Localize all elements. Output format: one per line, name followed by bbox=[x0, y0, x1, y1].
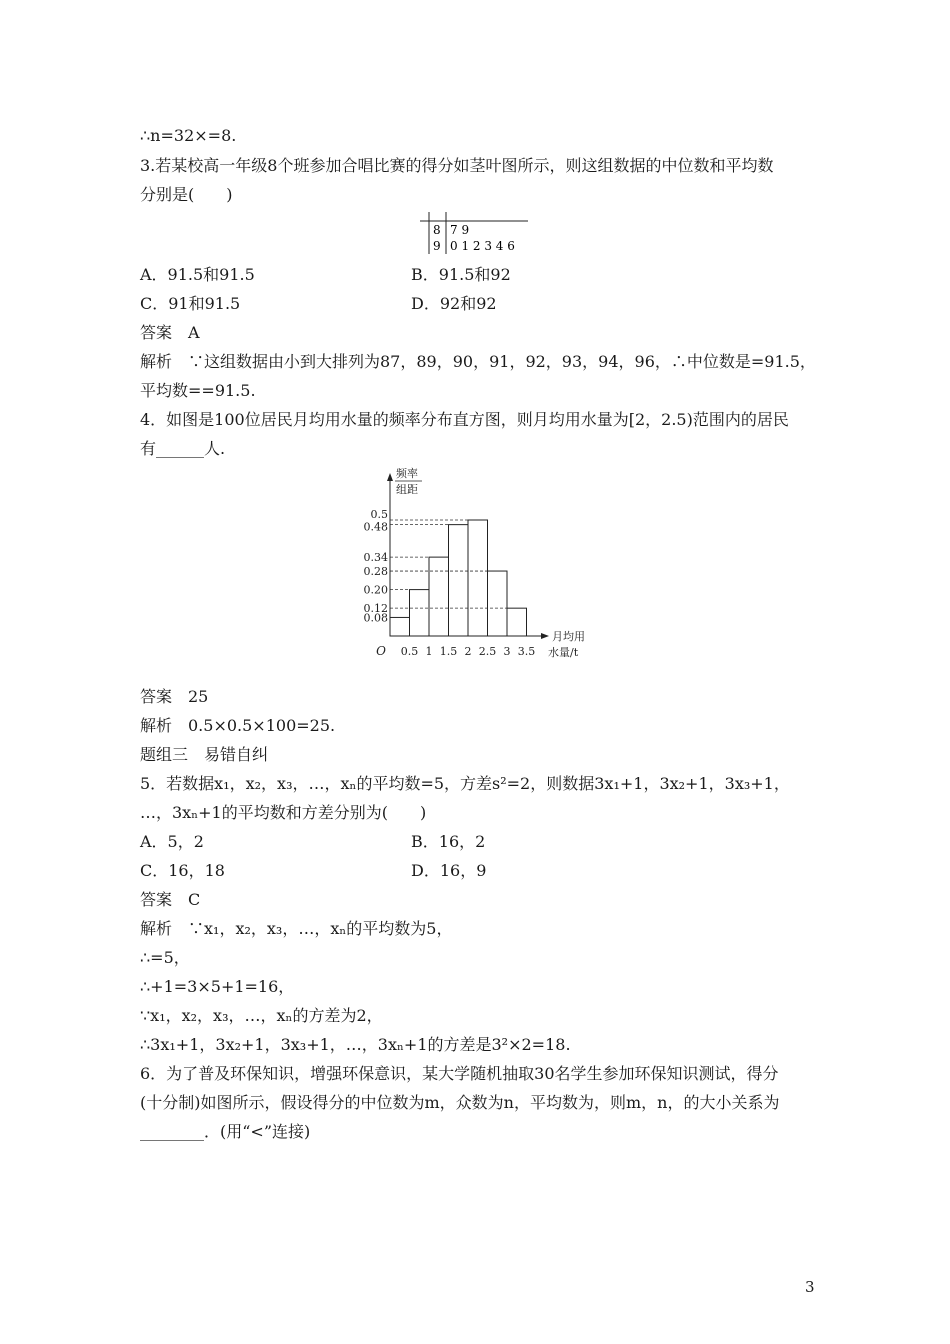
analysis-4: 解析 0.5×0.5×100=25. bbox=[140, 716, 336, 735]
answer-5: 答案 C bbox=[140, 890, 201, 909]
origin-label: O bbox=[376, 644, 386, 658]
y-tick-label: 0.34 bbox=[363, 551, 388, 565]
histogram-bar bbox=[410, 590, 430, 636]
question-5-cont: …，3xₙ+1的平均数和方差分别为( ) bbox=[140, 803, 427, 822]
y-axis-title-top: 频率 bbox=[396, 467, 418, 480]
analysis-5-l4: ∵x₁，x₂，x₃，…，xₙ的方差为2， bbox=[140, 1006, 383, 1025]
page-number: 3 bbox=[805, 1278, 815, 1296]
section-title: 题组三 易错自纠 bbox=[140, 745, 269, 764]
histogram-bar bbox=[468, 520, 488, 636]
question-4: 4．如图是100位居民月均用水量的频率分布直方图，则月均用水量为[2，2.5)范围内的居民 bbox=[140, 410, 789, 429]
question-6: 6．为了普及环保知识，增强环保意识，某大学随机抽取30名学生参加环保知识测试，得分 bbox=[140, 1064, 779, 1083]
option-3d: D．92和92 bbox=[411, 294, 497, 313]
x-tick-label: 2.5 bbox=[478, 645, 497, 658]
answer-3: 答案 A bbox=[140, 323, 200, 342]
leaves-8: 7 9 bbox=[450, 223, 470, 237]
line-1: ∴n=32×=8. bbox=[140, 126, 237, 145]
leaves-9: 0 1 2 3 4 6 bbox=[450, 239, 515, 253]
x-tick-label: 3.5 bbox=[517, 645, 536, 658]
option-3c: C．91和91.5 bbox=[140, 294, 241, 313]
histogram-bar bbox=[429, 557, 449, 636]
analysis-3-cont: 平均数==91.5. bbox=[140, 381, 256, 400]
histogram-bar bbox=[390, 617, 410, 636]
y-tick-label: 0.08 bbox=[363, 611, 388, 625]
option-5d: D．16，9 bbox=[411, 861, 487, 880]
question-6-cont2: ________．(用“<”连接) bbox=[140, 1122, 311, 1141]
option-3a: A．91.5和91.5 bbox=[140, 265, 255, 284]
stem-9: 9 bbox=[433, 239, 441, 253]
histogram-bar bbox=[488, 571, 508, 636]
y-tick-label: 0.12 bbox=[363, 602, 388, 616]
option-5b: B．16，2 bbox=[411, 832, 486, 851]
histogram-bar bbox=[449, 525, 469, 636]
x-tick-label: 3 bbox=[503, 645, 511, 658]
analysis-5-l2: ∴=5， bbox=[140, 948, 190, 967]
x-tick-label: 0.5 bbox=[400, 645, 419, 658]
question-4-cont: 有______人. bbox=[140, 439, 226, 458]
question-3-cont: 分别是( ) bbox=[140, 185, 233, 204]
analysis-3: 解析 ∵这组数据由小到大排列为87，89，90，91，92，93，94，96，∴中位数是=91.5， bbox=[140, 352, 816, 371]
x-axis-title-top: 月均用 bbox=[552, 630, 585, 643]
answer-4: 答案 25 bbox=[140, 687, 209, 706]
x-axis-arrow bbox=[541, 633, 549, 639]
y-tick-label: 0.48 bbox=[363, 520, 388, 534]
option-5a: A．5，2 bbox=[140, 832, 204, 851]
histogram bbox=[360, 463, 600, 678]
y-tick-label: 0.28 bbox=[363, 565, 388, 579]
histogram-bar bbox=[507, 608, 527, 636]
question-5: 5．若数据x₁，x₂，x₃，…，xₙ的平均数=5，方差s²=2，则数据3x₁+1，3x₂+1，3x₃+1， bbox=[140, 774, 790, 793]
option-5c: C．16，18 bbox=[140, 861, 225, 880]
analysis-5: 解析 ∵x₁，x₂，x₃，…，xₙ的平均数为5， bbox=[140, 919, 453, 938]
stem-8: 8 bbox=[433, 223, 441, 237]
question-6-cont: (十分制)如图所示，假设得分的中位数为m，众数为n，平均数为，则m，n，的大小关系为 bbox=[140, 1093, 780, 1112]
y-axis-title-bottom: 组距 bbox=[396, 483, 418, 496]
analysis-5-l3: ∴+1=3×5+1=16， bbox=[140, 977, 295, 996]
x-tick-label: 1.5 bbox=[439, 645, 458, 658]
analysis-5-l5: ∴3x₁+1，3x₂+1，3x₃+1，…，3xₙ+1的方差是3²×2=18. bbox=[140, 1035, 571, 1054]
question-3: 3.若某校高一年级8个班参加合唱比赛的得分如茎叶图所示，则这组数据的中位数和平均数 bbox=[140, 156, 774, 175]
stem-leaf-plot bbox=[420, 212, 560, 254]
y-tick-label: 0.5 bbox=[370, 508, 388, 521]
option-3b: B．91.5和92 bbox=[411, 265, 511, 284]
x-tick-label: 1 bbox=[425, 645, 433, 658]
y-axis-arrow bbox=[387, 473, 393, 481]
x-tick-label: 2 bbox=[464, 645, 472, 658]
y-tick-label: 0.20 bbox=[363, 583, 388, 597]
x-axis-title-bottom: 水量/t bbox=[548, 646, 579, 659]
